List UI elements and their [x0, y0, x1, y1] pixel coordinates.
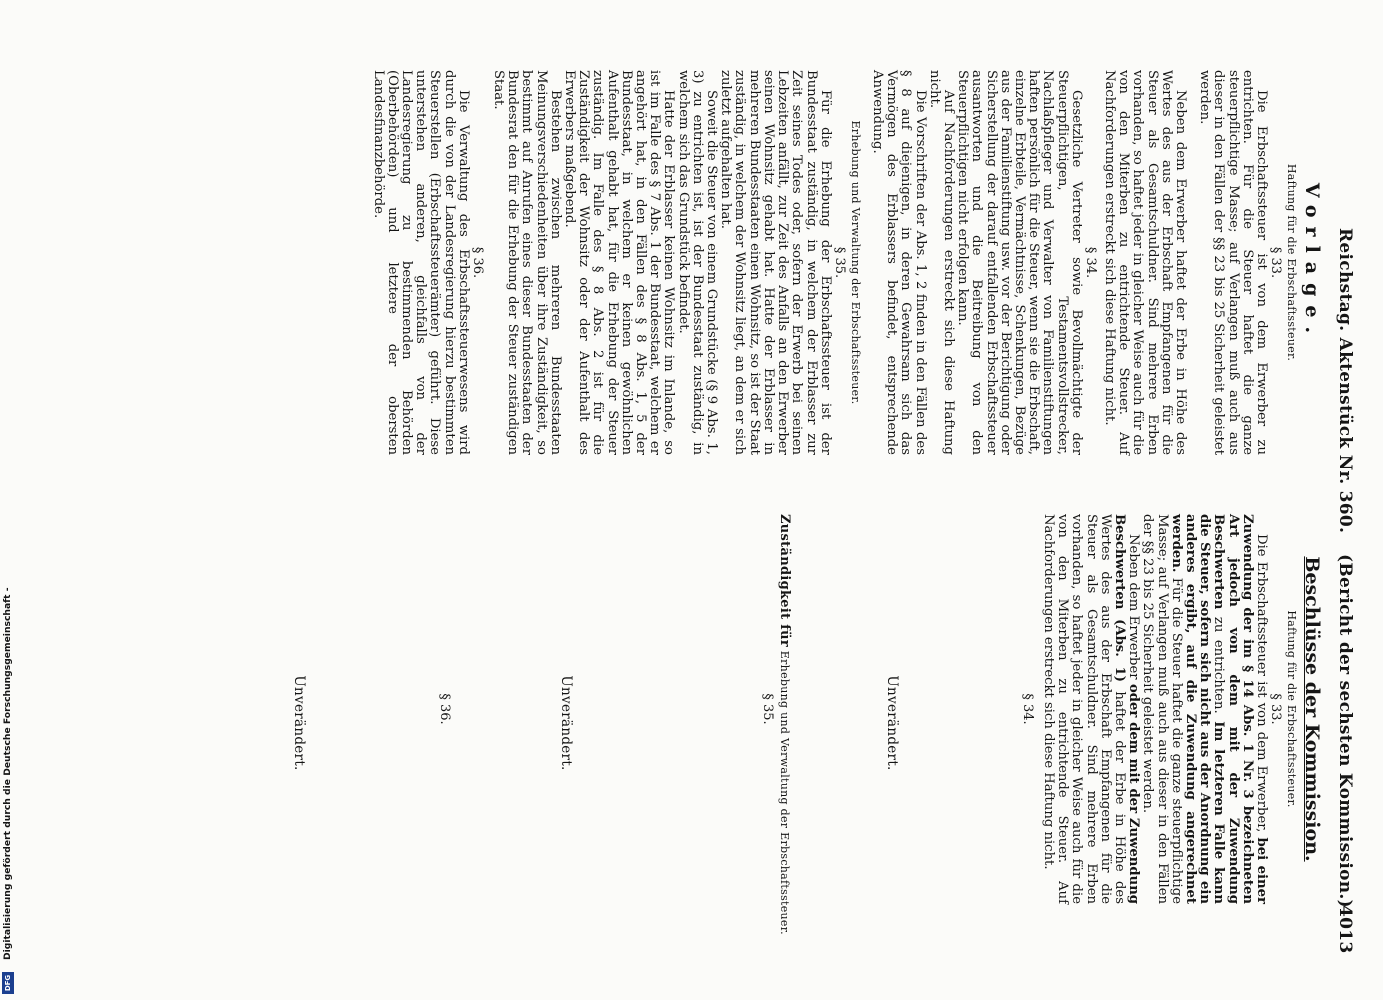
left-section-heading-administration: Erhebung und Verwaltung der Erbschaftssteuer.: [848, 120, 862, 405]
right-column-title: Beschlüsse der Kommission.: [1301, 556, 1323, 862]
left-s36-para1: Die Verwaltung des Erbschaftssteuerwesens wird durch die von der Landesregierung hierzu bestimmten Steuerstellen (Erbschaftssteuerämter) geführt. Diese unterstehen anderen, gleichfalls von der Landesregierung zu bestimmenden Behörden (Oberbehörden) und letztere der obersten Landesfinanzbehörde.: [370, 70, 471, 455]
left-s33-para2: Neben dem Erwerber haftet der Erbe in Höhe des Wertes des aus der Erbschaft Empfangenen für die Steuer als Gesamtschuldner. Sind mehrere Erben vorhanden, so haftet jeder in gleicher Weise auch für die von den Miterben zu entrichtende Steuer. Auf Nachforderungen erstreckt sich diese Haftung nicht.: [1101, 70, 1188, 455]
left-s35-para1: Für die Erhebung der Erbschaftssteuer ist der Bundesstaat zuständig, in welchem der Erblasser zur Zeit seines Todes oder, sofern der Erwerb bei seinen Lebzeiten anfällt, zur Zeit des Anfalls an den Erwerber seinen Wohnsitz gehabt hat. Hatte der Erblasser in mehreren Bundesstaaten einen Wohnsitz, so ist der Staat zuständig, in welchem der Wohnsitz liegt, an dem er sich zuletzt aufgehalten hat.: [718, 70, 833, 455]
right-s34-unchanged: Unverändert.: [883, 675, 900, 771]
right-column: [290, 514, 1323, 935]
left-s33-number: § 33.: [1268, 246, 1283, 279]
digitization-credit: Digitalisierung gefördert durch die Deutsche Forschungsgemeinschaft -: [2, 587, 13, 960]
left-column-title: Vorlage.: [1301, 182, 1323, 343]
right-s33-text: Die Erbschaftssteuer ist von dem Erwerber, bei einer Zuwendung der im § 14 Abs. 1 Nr. 3 bezeichneten Art jedoch von dem mit der Zuwendung Beschwerten zu entrichten. Im letzteren Falle kann die Steuer, sofern sich nicht aus der Anordnung ein anderes ergibt, auf die Zuwendung angerechnet werden. Für die Steuer haftet die ganze steuerpflichtige Masse; auf Verlangen muß auch aus dieser in den Fällen der §§ 23 bis 25 Sicherheit geleistet werden.: [1140, 514, 1269, 904]
right-s36-unchanged: Unverändert.: [290, 675, 307, 771]
left-s35-para2: Soweit die Steuer von einem Grundstücke (§ 9 Abs. 1, 3) zu entrichten ist, ist der Bundesstaat zuständig, in welchem sich das Grundstück befindet.: [675, 70, 720, 455]
left-s34-para1: Gesetzliche Vertreter sowie Bevollmächtigte der Steuerpflichtigen, Testamentsvollstrecker, Nachlaßpfleger und Verwalter von Familienstiftungen haften persönlich für die Steuer, wenn sie die Erbschaft, einzelne Erbteile, Vermächtnisse, Schenkungen, Bezüge aus der Familienstiftung usw. vor der Berichtigung oder Sicherstellung der darauf entfallenden Erbschaftssteuer ausantworten und die Beitreibung von den Steuerpflichtigen nicht erfolgen kann.: [955, 70, 1084, 455]
dfg-logo-icon: DFG: [2, 972, 14, 994]
right-section-heading-administration: Zuständigkeit für Erhebung und Verwaltung der Erbschaftssteuer.: [776, 514, 792, 935]
right-s35-number: § 35.: [759, 693, 775, 725]
left-s35-para4: Bestehen zwischen mehreren Bundesstaaten Meinungsverschiedenheiten über ihre Zuständigkeit, so bestimmt auf Anrufen eines dieser Bundesstaaten der Bundesrat den für die Erhebung der Steuer zuständigen Staat.: [491, 70, 563, 455]
left-column: [370, 70, 1323, 455]
left-s34-para2: Auf Nachforderungen erstreckt sich diese Haftung nicht.: [926, 70, 956, 455]
right-s35-unchanged: Unverändert.: [557, 675, 574, 771]
left-s35-para3: Hatte der Erblasser keinen Wohnsitz im Inlande, so ist im Falle des § 7 Abs. 1 der Bundesstaat, welchem er angehört hat, in den Fällen des § 8 Abs. 1, 5 der Bundesstaat, in welchem er keinen gewöhnlichen Aufenthalt gehabt hat, für die Erhebung der Steuer zuständig. Im Falle des § 8 Abs. 2 ist für die Zuständigkeit der Wohnsitz oder der Aufenthalt des Erwerbers maßgebend.: [562, 70, 677, 455]
right-section-heading-liability: Haftung für die Erbschaftssteuer.: [1285, 610, 1298, 808]
digitization-footer: [2, 587, 14, 998]
left-section-heading-liability: Haftung für die Erbschaftssteuer.: [1285, 163, 1298, 362]
left-s33-text: Die Erbschaftssteuer ist von dem Erwerber zu entrichten. Für die Steuer haftet die ganze steuerpflichtige Masse; auf Verlangen muß auch aus dieser in den Fällen der §§ 23 bis 25 Sicherheit geleistet werden.: [1197, 70, 1269, 455]
right-s36-number: § 36.: [436, 693, 452, 725]
header-right: (Bericht der sechsten Kommission.): [1335, 554, 1355, 908]
page-number: 4013: [1335, 905, 1355, 954]
right-s33-number: § 33.: [1268, 693, 1283, 725]
right-s33-para2: Neben dem Erwerber oder dem mit der Zuwendung Beschwerten (Abs. 1) haftet der Erbe in Höhe des Wertes des aus der Erbschaft Empfangenen für die Steuer als Gesamtschuldner. Sind mehrere Erben vorhanden, so haftet jeder in gleicher Weise auch für die von den Miterben zu entrichtende Steuer. Auf Nachforderungen erstreckt sich diese Haftung nicht.: [1040, 514, 1142, 905]
right-s34-number: § 34.: [1019, 693, 1035, 725]
header-left: Reichstag. Aktenstück Nr. 360.: [1335, 228, 1355, 534]
left-s36-number: § 36.: [469, 246, 485, 279]
left-s34-number: § 34.: [1082, 246, 1098, 279]
left-s34-para3: Die Vorschriften der Abs. 1, 2 finden in den Fällen des § 8 auf diejenigen, in deren Gewahrsam sich das Vermögen des Erblassers befindet, entsprechende Anwendung.: [869, 70, 928, 455]
left-s35-number: § 35.: [831, 246, 847, 279]
